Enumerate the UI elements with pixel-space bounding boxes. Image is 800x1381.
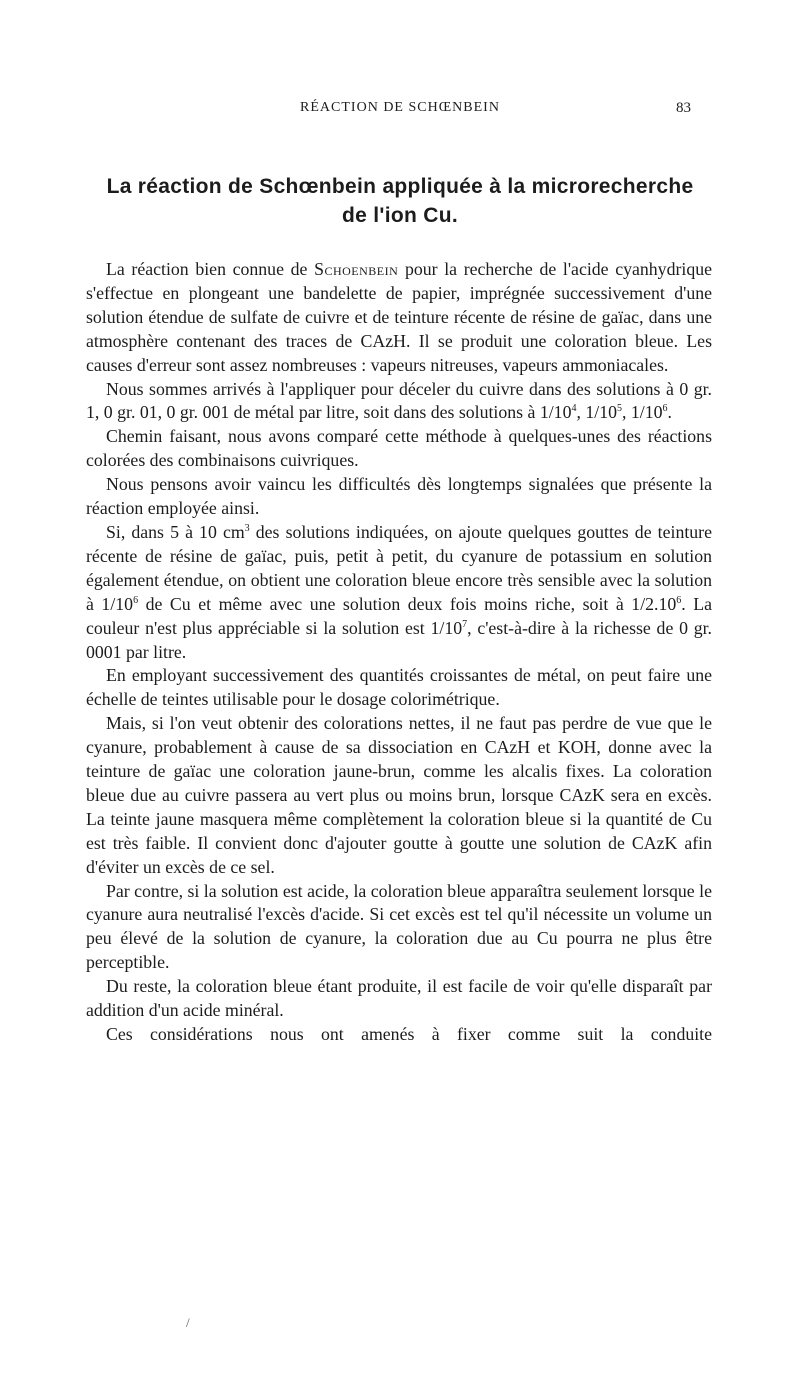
paragraph-text: pour la recherche de l'acide cyanhydrique s'effectue en plongeant une bandelette de papier, imprégnée successivement d'une solution étendue de sulfate de cuivre et de teinture récente de résine de gaïac, dans une atmosphère contenant des traces de CAzH. Il se produit une coloration bleue. Les causes d'erreur sont assez nombreuses : vapeurs nitreuses, vapeurs ammoniacales. (86, 259, 712, 375)
paragraph-text: des solutions indiquées, on ajoute quelques gouttes de teinture récente de résine de gaïac, puis, petit à petit, du cyanure de potassium en solution également étendue, on obtient une coloration bleue encore très sensible avec la solution à 1/10 (86, 521, 712, 614)
article-body (86, 258, 712, 1047)
article-title (86, 172, 714, 230)
exponent: 4 (571, 403, 577, 415)
article-title-line-2: de l'ion Cu. (342, 204, 458, 227)
paragraph-7: Mais, si l'on veut obtenir des colorations nettes, il ne faut pas perdre de vue que le cyanure, probablement à cause de sa dissociation en CAzH et KOH, donne avec la teinture de gaïac une coloration jaune-brun, comme les alcalis fixes. La coloration bleue due au cuivre passera au vert plus ou moins brun, lorsque CAzK sera en excès. La teinte jaune masquera même complètement la coloration bleue si la quantité de Cu est très faible. Il convient donc d'ajouter goutte à goutte une solution de CAzK afin d'éviter un excès de ce sel. (86, 713, 712, 877)
paragraph-text: . (667, 402, 672, 423)
exponent: 6 (133, 594, 139, 606)
paragraph-6: En employant successivement des quantités croissantes de métal, on peut faire une échelle de teintes utilisable pour le dosage colorimétrique. (86, 665, 712, 710)
running-title: RÉACTION DE SCHŒNBEIN (300, 100, 500, 115)
paragraph-3: Chemin faisant, nous avons comparé cette méthode à quelques-unes des réactions colorées des combinaisons cuivriques. (86, 426, 712, 471)
paragraph-2 (86, 378, 712, 426)
article-title-line-1: La réaction de Schœnbein appliquée à la microrecherche (106, 175, 694, 198)
paragraph-5 (86, 521, 712, 664)
paragraph-9: Du reste, la coloration bleue étant produite, il est facile de voir qu'elle disparaît par addition d'un acide minéral. (86, 976, 712, 1021)
page-number: 83 (676, 100, 691, 116)
exponent: 5 (616, 403, 622, 415)
running-header (0, 100, 800, 122)
exponent: 6 (662, 403, 668, 415)
paragraph-text: de Cu et même avec une solution deux fois moins riche, soit à 1/2.10 (138, 593, 677, 614)
margin-mark: / (186, 1315, 190, 1330)
author-name: Schoenbein (314, 259, 399, 279)
exponent: 7 (462, 618, 468, 630)
paragraph-text: , 1/10 (621, 402, 663, 423)
paragraph-1 (86, 258, 712, 378)
paragraph-8: Par contre, si la solution est acide, la coloration bleue apparaîtra seulement lorsque le cyanure aura neutralisé l'excès d'acide. Si cet excès est tel qu'il nécessite un volume un peu élevé de la solution de cyanure, la coloration due au Cu pourra ne plus être perceptible. (86, 880, 712, 973)
paragraph-text: Si, dans 5 à 10 cm (106, 521, 245, 542)
paragraph-text: , 1/10 (576, 402, 617, 423)
paragraph-4: Nous pensons avoir vaincu les difficultés dès longtemps signalées que présente la réaction employée ainsi. (86, 474, 712, 519)
paragraph-10: Ces considérations nous ont amenés à fixer comme suit la conduite (106, 1024, 712, 1044)
paragraph-text: , c'est-à-dire à la richesse de 0 gr. 0001 par litre. (86, 617, 713, 662)
exponent: 6 (676, 594, 682, 606)
exponent: 3 (244, 522, 250, 534)
paragraph-text: Nous sommes arrivés à l'appliquer pour déceler du cuivre dans des solutions à 0 gr. 1, 0 gr. 01, 0 gr. 001 de métal par litre, soit dans des solutions à 1/10 (86, 378, 712, 423)
paragraph-text: . La couleur n'est plus appréciable si la solution est 1/10 (86, 593, 713, 638)
paragraph-text: La réaction bien connue de (106, 259, 315, 279)
